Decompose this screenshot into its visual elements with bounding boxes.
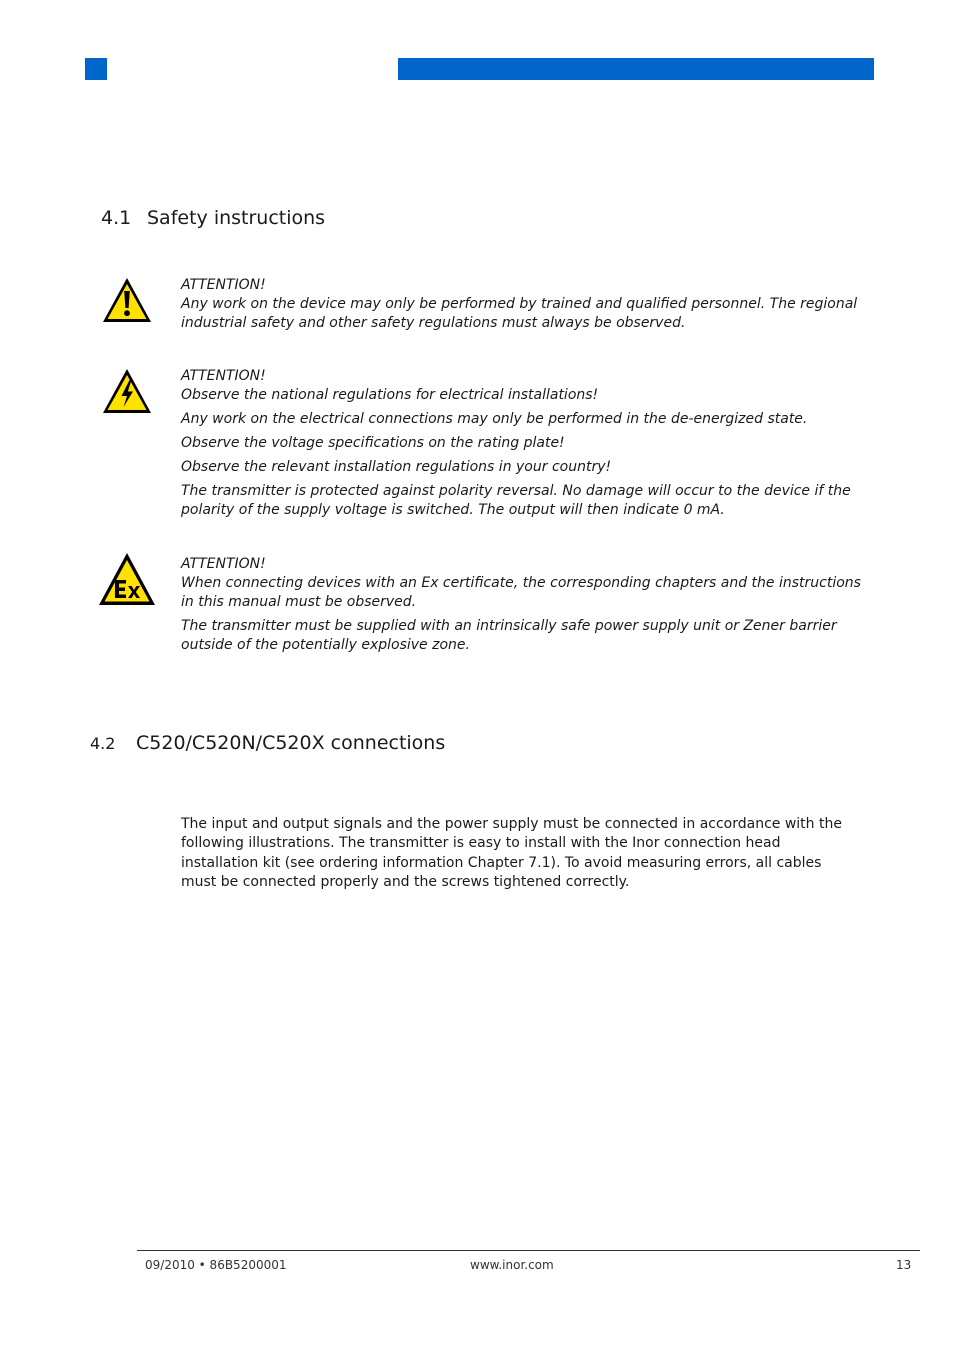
- warning-line: The transmitter is protected against polarity reversal. No damage will occur to the device if the polarity of the supply voltage is switched. The output will then indicate 0 mA.: [181, 483, 851, 518]
- section-title: C520/C520N/C520X connections: [136, 732, 446, 754]
- page-number: 13: [896, 1258, 912, 1272]
- ex-explosive-atmosphere-icon: [97, 551, 157, 607]
- footer-rule: [137, 1250, 920, 1251]
- warning-title: ATTENTION!: [181, 556, 266, 572]
- general-warning-icon: [101, 276, 153, 324]
- warning-text: [181, 276, 871, 338]
- section-number: 4.1: [101, 207, 132, 229]
- warning-text: [181, 367, 871, 525]
- section-heading-connections: [90, 732, 445, 754]
- warning-line: When connecting devices with an Ex certificate, the corresponding chapters and the instructions in this manual must be observed.: [181, 575, 861, 610]
- warning-line: Any work on the electrical connections may only be performed in the de-energized state.: [181, 411, 808, 427]
- section-title: Safety instructions: [147, 207, 326, 229]
- footer-date-docnumber: 09/2010 • 86B5200001: [145, 1258, 287, 1272]
- warning-line: Observe the national regulations for electrical installations!: [181, 387, 599, 403]
- warning-line: Observe the relevant installation regulations in your country!: [181, 459, 612, 475]
- warning-line: Observe the voltage specifications on the rating plate!: [181, 435, 565, 451]
- warning-line: Any work on the device may only be performed by trained and qualified personnel. The regional industrial safety and other safety regulations must always be observed.: [181, 296, 858, 331]
- electrical-hazard-icon: [101, 367, 153, 415]
- warning-text: [181, 555, 871, 660]
- footer-website-link[interactable]: www.inor.com: [470, 1258, 554, 1272]
- warning-title: ATTENTION!: [181, 368, 266, 384]
- header-accent-bar: [398, 58, 874, 80]
- section-number: 4.2: [90, 734, 116, 753]
- section-heading-safety: [101, 207, 325, 229]
- connections-paragraph: The input and output signals and the power supply must be connected in accordance with the following illustrations. The transmitter is easy to install with the Inor connection head installation kit (see ordering information Chapter 7.1). To avoid measuring errors, all cables must be connected properly and the screws tightened correctly.: [181, 816, 842, 890]
- warning-title: ATTENTION!: [181, 277, 266, 293]
- warning-line: The transmitter must be supplied with an intrinsically safe power supply unit or Zener barrier outside of the potentially explosive zone.: [181, 618, 837, 653]
- header-accent-square: [85, 58, 107, 80]
